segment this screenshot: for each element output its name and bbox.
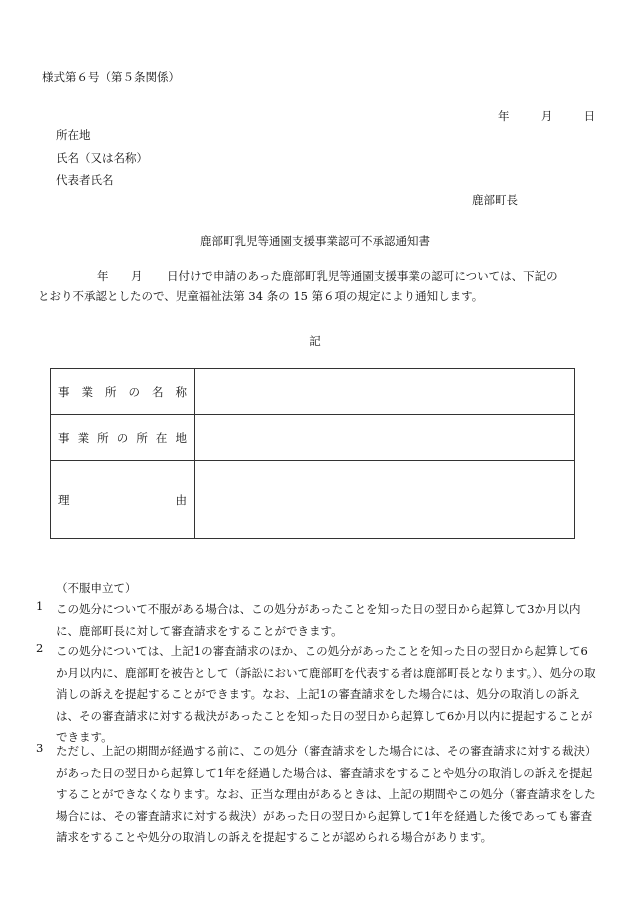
business-info-table: [50, 368, 575, 539]
document-title: 鹿部町乳児等通園支援事業認可不承認通知書: [200, 234, 430, 248]
table-label-cell: [51, 415, 195, 461]
reason-value: [195, 461, 575, 539]
business-address-value: [195, 415, 575, 461]
body-line1-rest: 日付けで申請のあった鹿部町乳児等通園支援事業の認可については、下記の: [167, 269, 558, 283]
addressee-representative: 代表者氏名: [56, 173, 114, 187]
appeal-item-text: ただし、上記の期間が経過する前に、この処分（審査請求をした場合には、その審査請求に対する裁決）があった日の翌日から起算して1年を経過した場合は、審査請求をすることや処分の取消しの訴えを提起することができなくなります。なお、正当な理由があるときは、上記の期間やこの処分（審査請求をした場合には、その審査請求に対する裁決）があった日の翌日から起算して1年を経過した後であっても審査請求をすることや処分の取消しの訴えを提起することが認められる場合があります。: [56, 744, 596, 844]
appeal-item-text: この処分については、上記1の審査請求のほか、この処分があったことを知った日の翌日から起算して6か月以内に、鹿部町を被告として（訴訟において鹿部町を代表する者は鹿部町長となります。）、処分の取消しの訴えを提起することができます。なお、上記1の審査請求をした場合には、処分の取消しの訴えは、その審査請求に対する裁決があったことを知った日の翌日から起算して6か月以内に提起することができます。: [56, 644, 596, 744]
appeal-heading: （不服申立て）: [56, 581, 137, 595]
appeal-item-text: この処分について不服がある場合は、この処分があったことを知った日の翌日から起算して3か月以内に、鹿部町長に対して審査請求をすることができます。: [56, 602, 581, 638]
date-year: 年: [498, 109, 510, 123]
appeal-item-number: 2: [36, 641, 44, 655]
table-label-cell: [51, 369, 195, 415]
date-month: 月: [540, 109, 553, 123]
appeal-item-number: 3: [36, 741, 44, 755]
body-line1-month: 月: [131, 269, 143, 283]
label-reason: 理 由: [58, 492, 187, 507]
table-label-cell: [51, 461, 195, 539]
date-line: [498, 108, 595, 124]
addressee-location: 所在地: [56, 128, 91, 142]
body-line1-year: 年: [97, 269, 109, 283]
table-row: [51, 369, 575, 415]
issuer: 鹿部町長: [472, 193, 518, 207]
date-day: 日: [583, 109, 596, 123]
appeal-item-number: 1: [36, 599, 44, 613]
label-business-name: 事 業 所 の 名 称: [58, 384, 187, 399]
form-number: 様式第６号（第５条関係）: [42, 70, 180, 84]
addressee-name: 氏名（又は名称）: [56, 151, 148, 165]
ki-heading: 記: [309, 334, 321, 348]
table-row: [51, 461, 575, 539]
body-line2: とおり不承認としたので、児童福祉法第 34 条の 15 第６項の規定により通知します。: [38, 289, 484, 303]
label-business-address: 事 業 所 の 所 在 地: [58, 430, 187, 445]
table-row: [51, 415, 575, 461]
business-name-value: [195, 369, 575, 415]
